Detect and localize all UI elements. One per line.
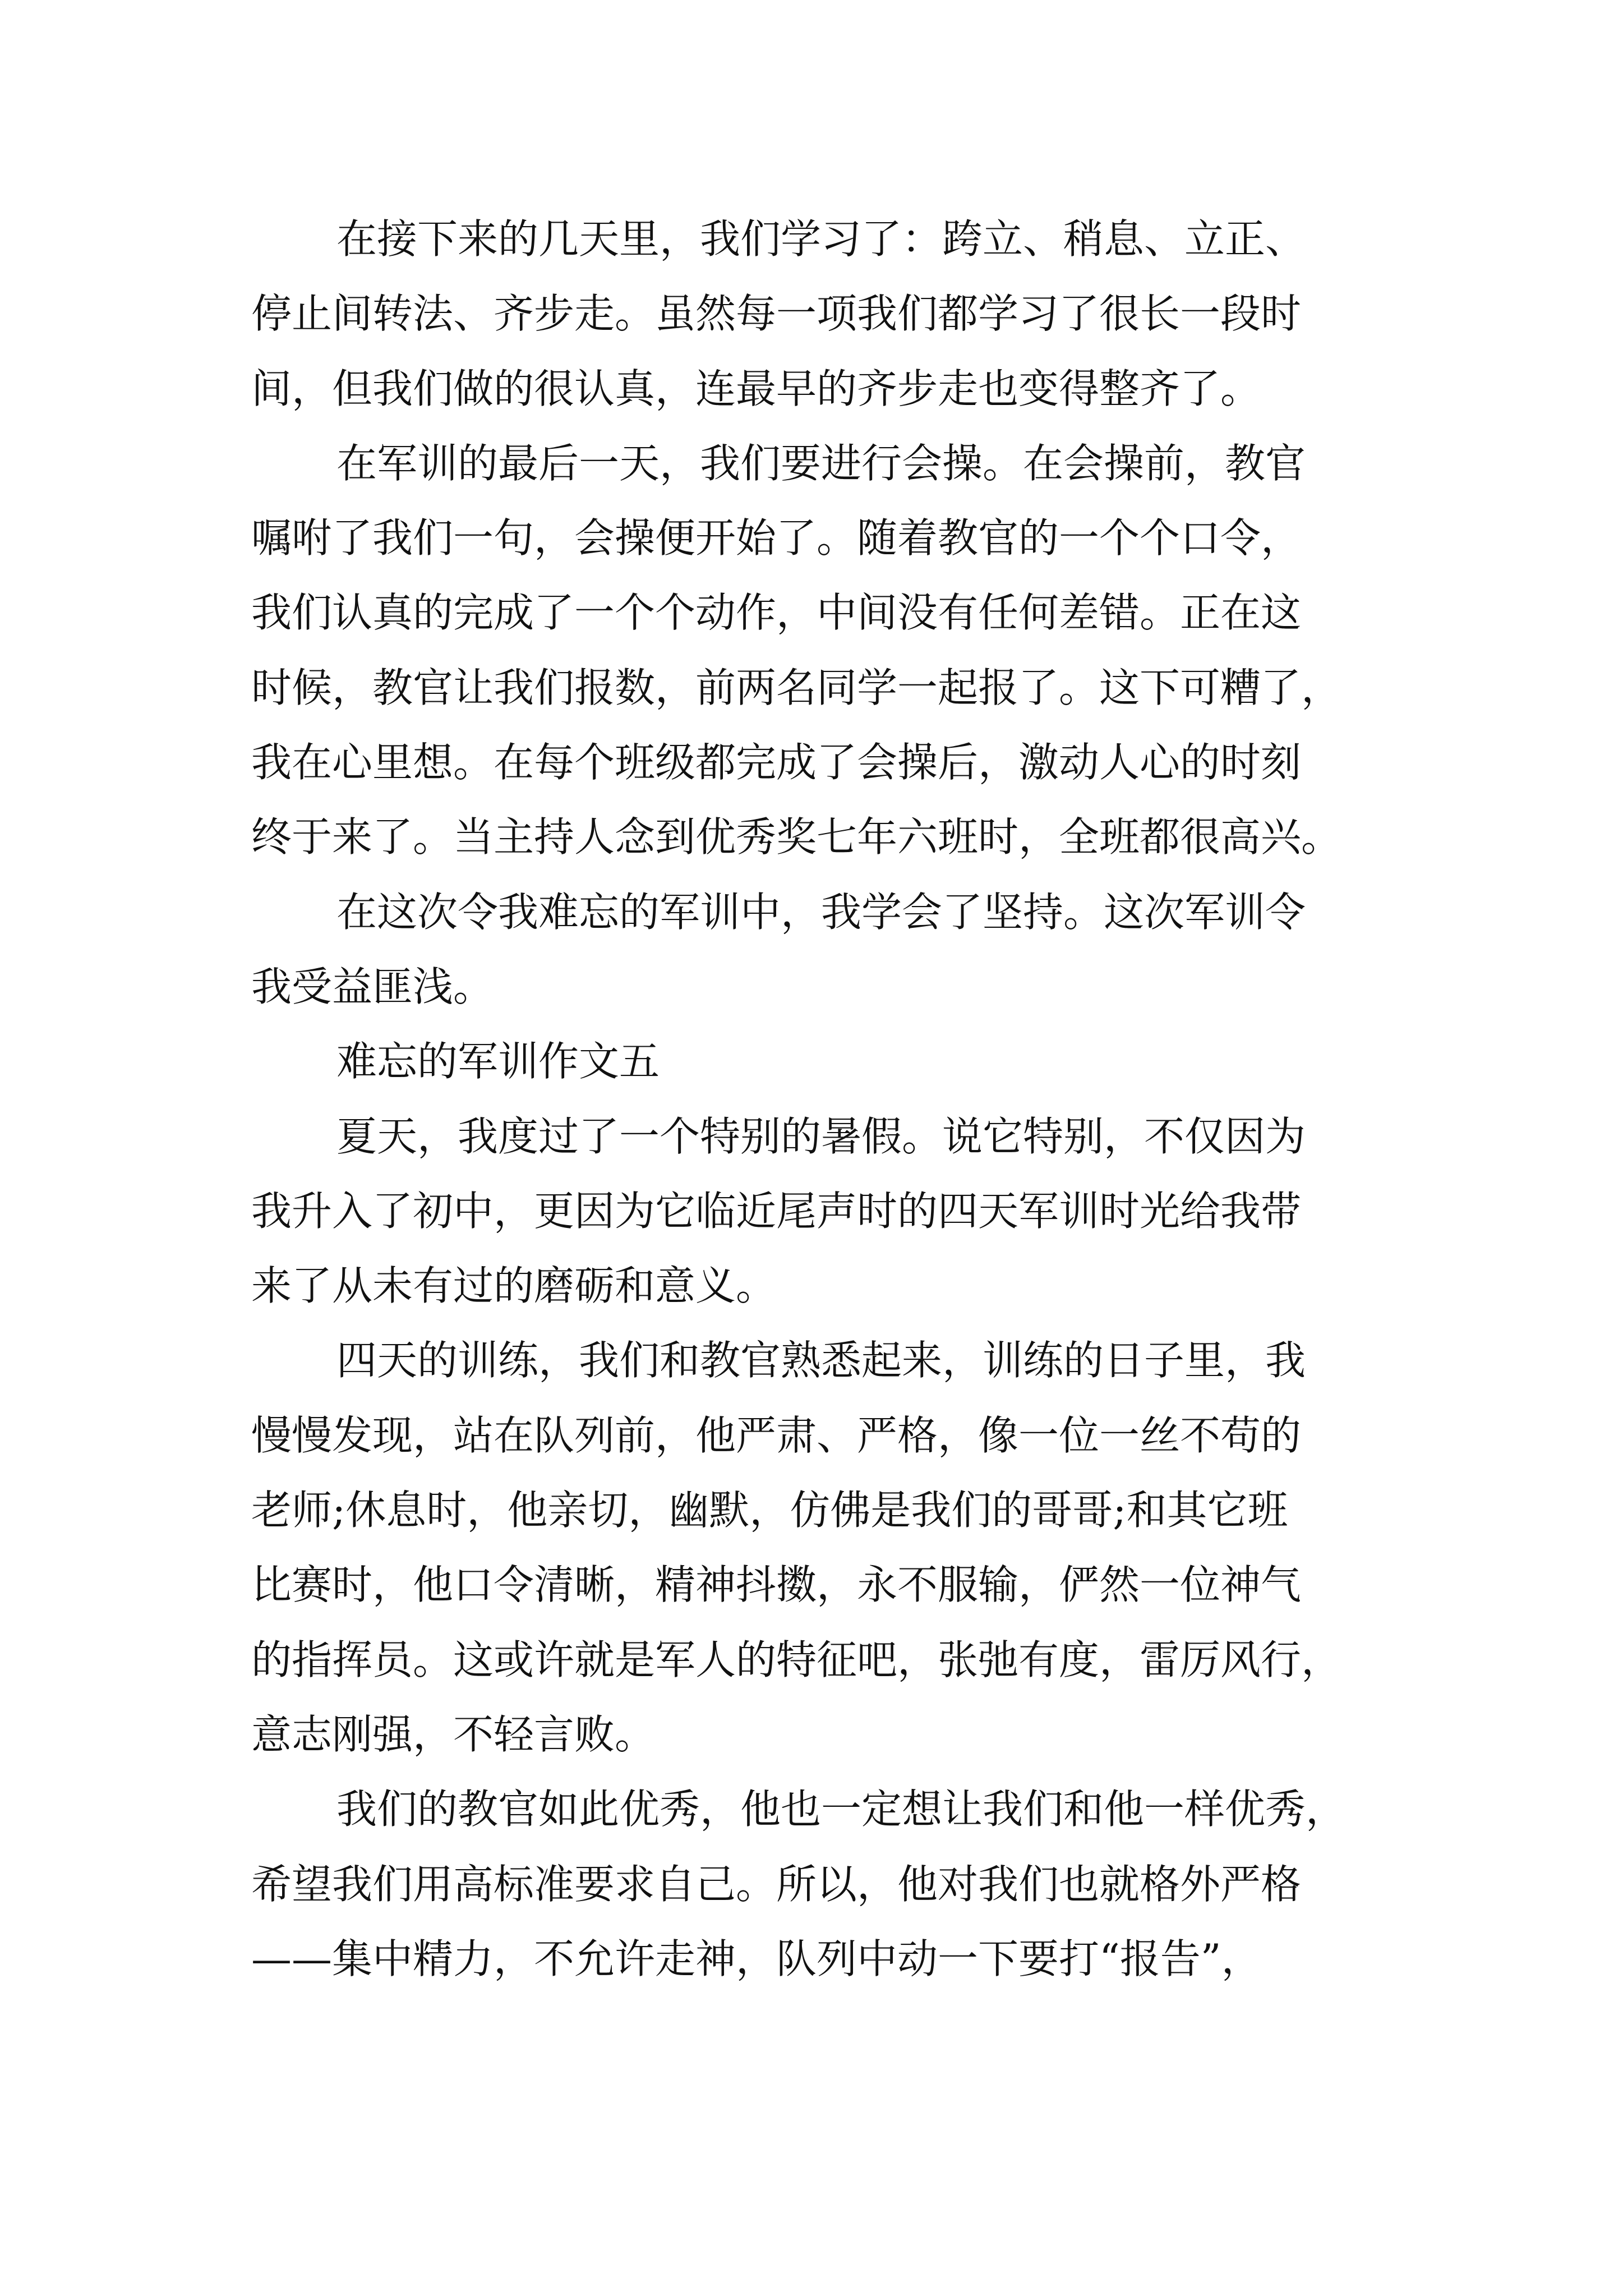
- text-line: 四天的训练，我们和教官熟悉起来，训练的日子里，我: [336, 1337, 1306, 1384]
- text-line: 老师;休息时，他亲切，幽默，仿佛是我们的哥哥;和其它班: [251, 1487, 1288, 1534]
- text-line: 比赛时，他口令清晰，精神抖擞，永不服输，俨然一位神气: [251, 1561, 1302, 1609]
- text-line: 在军训的最后一天，我们要进行会操。在会操前，教官: [336, 439, 1306, 487]
- text-line: 意志刚强，不轻言败。: [251, 1710, 656, 1758]
- text-line: 终于来了。当主持人念到优秀奖七年六班时，全班都很高兴。: [251, 813, 1342, 861]
- text-line: 夏天，我度过了一个特别的暑假。说它特别，不仅因为: [336, 1112, 1306, 1160]
- text-line: 我们认真的完成了一个个动作，中间没有任何差错。正在这: [251, 589, 1302, 637]
- text-line: 我升入了初中，更因为它临近尾声时的四天军训时光给我带: [251, 1187, 1302, 1235]
- text-line: 在这次令我难忘的军训中，我学会了坚持。这次军训令: [336, 888, 1306, 936]
- text-line: 我受益匪浅。: [251, 963, 494, 1010]
- text-line: 慢慢发现，站在队列前，他严肃、严格，像一位一丝不苟的: [251, 1411, 1302, 1459]
- text-line: 嘱咐了我们一句，会操便开始了。随着教官的一个个口令，: [251, 514, 1302, 562]
- text-line: 时候，教官让我们报数，前两名同学一起报了。这下可糟了，: [251, 664, 1342, 711]
- section-heading: 难忘的军训作文五: [336, 1038, 660, 1085]
- text-line: 我在心里想。在每个班级都完成了会操后，激动人心的时刻: [251, 739, 1302, 786]
- text-line: 间，但我们做的很认真，连最早的齐步走也变得整齐了。: [251, 365, 1261, 412]
- document-body: [251, 202, 1407, 1996]
- text-line: 停止间转法、齐步走。虽然每一项我们都学习了很长一段时: [251, 290, 1302, 338]
- text-line: ——集中精力，不允许走神，队列中动一下要打“报告”，: [251, 1935, 1262, 1982]
- text-line: 的指挥员。这或许就是军人的特征吧，张弛有度，雷厉风行，: [251, 1636, 1342, 1683]
- text-line: 来了从未有过的磨砺和意义。: [251, 1262, 777, 1310]
- text-line: 我们的教官如此优秀，他也一定想让我们和他一样优秀，: [336, 1786, 1347, 1833]
- text-line: 希望我们用高标准要求自己。所以，他对我们也就格外严格: [251, 1860, 1302, 1908]
- text-line: 在接下来的几天里，我们学习了：跨立、稍息、立正、: [336, 215, 1306, 263]
